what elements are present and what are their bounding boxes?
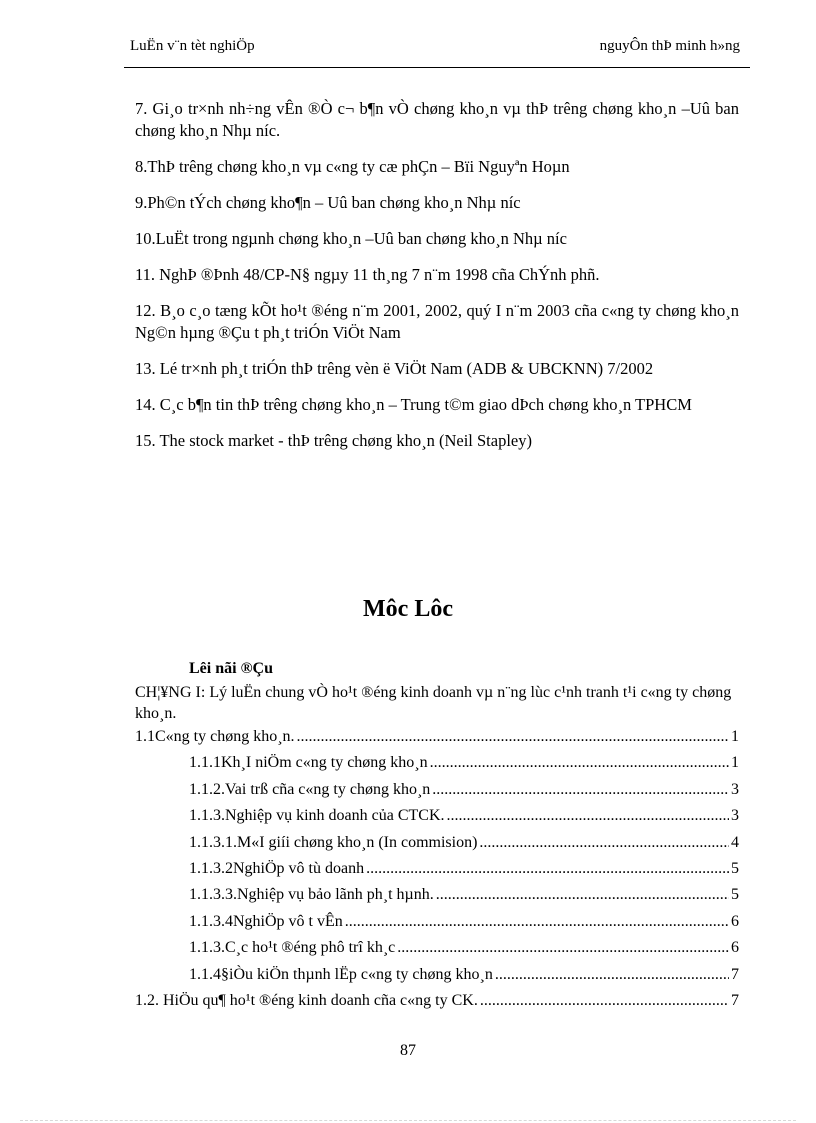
dot-leader [495,966,729,984]
toc-entry[interactable] [135,781,739,807]
toc-entry[interactable] [135,807,739,833]
toc-entry[interactable] [135,754,739,780]
toc-entry-label: 1.1.3.2NghiÖp vô tù doanh [189,859,365,877]
reference-item: 15. The stock market - thÞ trêng chøng kho¸n (Neil Stapley) [135,431,532,450]
toc-entry-page: 6 [731,939,739,957]
toc-entry-page: 3 [731,780,739,798]
dot-leader [432,781,729,799]
toc-title: Môc Lôc [363,596,453,622]
reference-item: 10.LuËt trong ngµnh chøng kho¸n –Uû ban chøng kho¸n Nhµ níc [135,229,567,248]
toc-entry[interactable] [135,860,739,886]
dot-leader [479,834,729,852]
toc-entry-page: 7 [731,965,739,983]
dot-leader [297,728,729,746]
toc-entry-label: 1.1.1Kh¸I niÖm c«ng ty chøng kho¸n [189,754,428,772]
toc-entry-page: 7 [731,991,739,1009]
toc-entry-label: 1.1.4§iÒu kiÖn thµnh lËp c«ng ty chøng kho¸n [189,965,493,983]
reference-item: 13. Lé tr×nh ph¸t triÓn thÞ trêng vèn ë ViÖt Nam (ADB & UBCKNN) 7/2002 [135,359,654,378]
dot-leader [345,913,729,931]
header-right: nguyÔn thÞ minh h»ng [599,38,740,54]
dot-leader [397,939,729,957]
page-bottom-edge [20,1120,796,1121]
reference-list [135,98,739,466]
toc-entry-label: 1.1.3.3.Nghiệp vụ bảo lãnh ph¸t hµnh. [189,886,434,904]
header-left: LuËn v¨n tèt nghiÖp [130,38,255,54]
toc-entry[interactable] [135,913,739,939]
toc-entry-label: 1.1C«ng ty chøng kho¸n. [135,728,295,745]
toc-entry[interactable] [135,728,739,754]
toc-entry[interactable] [135,966,739,992]
toc-entry-page: 1 [731,728,739,745]
toc-entry-label: 1.1.3.C¸c ho¹t ®éng phô trî kh¸c [189,939,396,957]
toc-entry[interactable] [135,939,739,965]
toc-entry-label: 1.1.2.Vai trß cña c«ng ty chøng kho¸n [189,780,431,798]
toc-entry-page: 4 [731,833,739,851]
running-header [130,38,740,55]
reference-item: 11. NghÞ ®Þnh 48/CP-N§ ngµy 11 th¸ng 7 n¨m 1998 cña ChÝnh phñ. [135,265,600,284]
toc-entry-label: 1.1.3.Nghiệp vụ kinh doanh của CTCK. [189,807,445,825]
reference-item: 8.ThÞ trêng chøng kho¸n vµ c«ng ty cæ phÇn – Bïi Nguyªn Hoµn [135,157,570,176]
toc-entry-page: 6 [731,912,739,930]
dot-leader [447,807,729,825]
dot-leader [480,992,729,1010]
toc-entry-page: 5 [731,859,739,877]
header-rule [124,67,750,68]
toc-entry-page: 1 [731,754,739,772]
toc-entry[interactable] [135,992,739,1018]
page-number: 87 [400,1042,416,1059]
toc-entry[interactable] [135,886,739,912]
toc-entry[interactable] [135,834,739,860]
toc-entry-page: 3 [731,807,739,825]
reference-item: 14. C¸c b¶n tin thÞ trêng chøng kho¸n – Trung t©m giao dÞch chøng kho¸n TPHCM [135,395,692,414]
toc-intro: Lêi nãi ®Çu [189,660,273,677]
dot-leader [430,754,729,772]
toc-entry-page: 5 [731,886,739,904]
dot-leader [436,886,729,904]
reference-item: 7. Gi¸o tr×nh nh÷ng vÊn ®Ò c¬ b¶n vÒ chøng kho¸n vµ thÞ trêng chøng kho¸n –Uû ban chøng kho¸n Nhµ níc. [135,99,739,140]
toc-entry-label: 1.2. HiÖu qu¶ ho¹t ®éng kinh doanh cña c«ng ty CK. [135,991,478,1009]
toc-entry-label: 1.1.3.4NghiÖp vô t vÊn [189,912,343,930]
toc-chapter-heading: CH¦¥NG I: Lý luËn chung vÒ ho¹t ®éng kinh doanh vµ n¨ng lùc c¹nh tranh t¹i c«ng ty chøng kho¸n. [135,684,732,722]
dot-leader [366,860,729,878]
table-of-contents [135,656,739,1018]
toc-entry-label: 1.1.3.1.M«I giíi chøng kho¸n (In commision) [189,833,478,851]
reference-item: 9.Ph©n tÝch chøng kho¶n – Uû ban chøng kho¸n Nhµ níc [135,193,521,212]
reference-item: 12. B¸o c¸o tæng kÕt ho¹t ®éng n¨m 2001, 2002, quý I n¨m 2003 cña c«ng ty chøng kho¸n Ng©n hµng ®Çu t ph¸t triÓn ViÖt Nam [135,301,739,342]
